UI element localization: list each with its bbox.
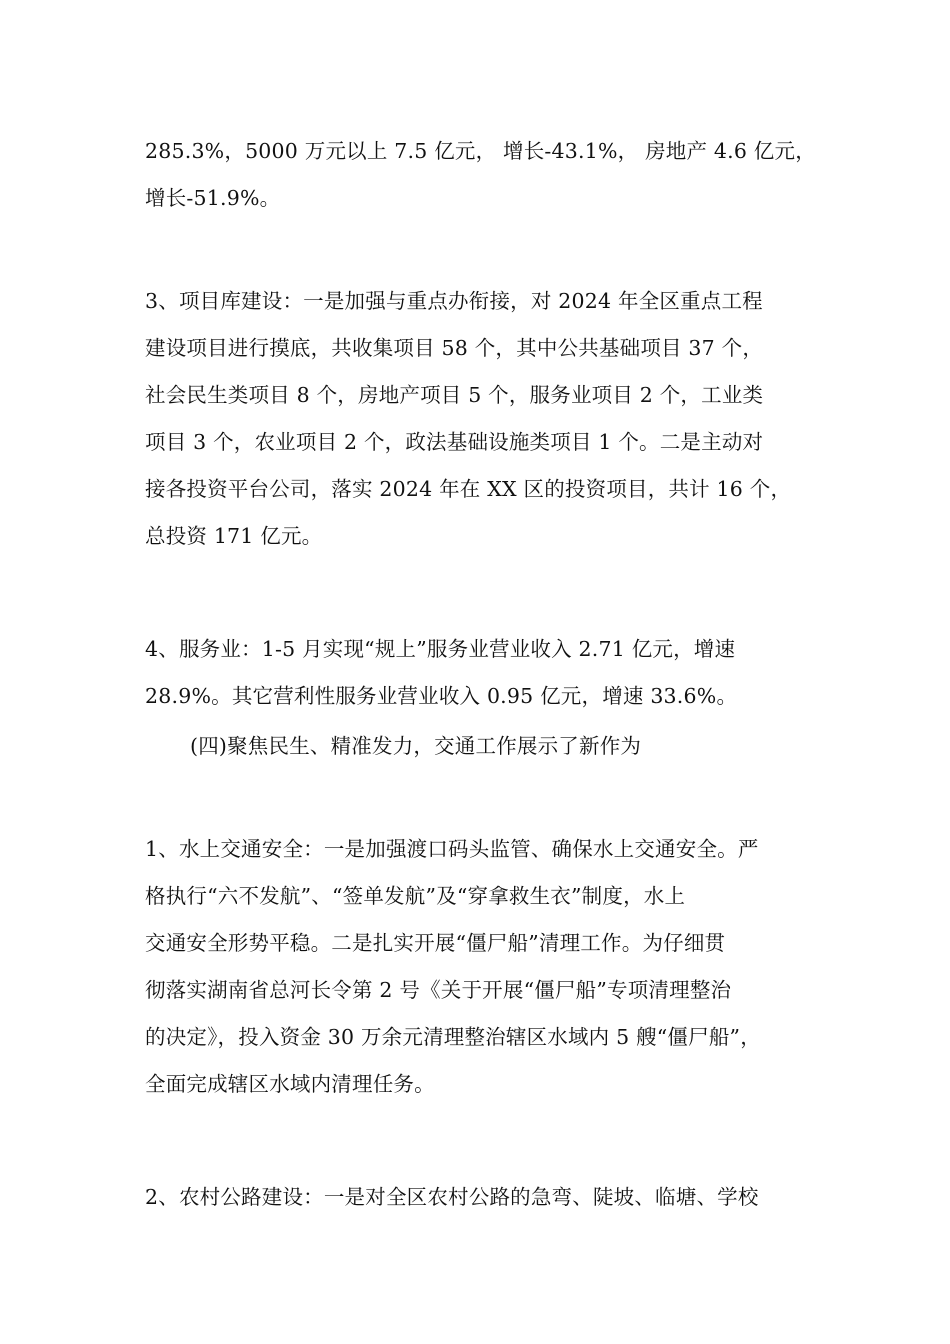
- paragraph-line: 3、项目库建设：一是加强与重点办衔接，对 2024 年全区重点工程: [145, 289, 763, 313]
- paragraph-line: 285.3%，5000 万元以上 7.5 亿元， 增长-43.1%， 房地产 4.6 亿元，: [145, 139, 816, 163]
- paragraph-line: 1、水上交通安全：一是加强渡口码头监管、确保水上交通安全。严: [145, 837, 759, 861]
- paragraph-line: 28.9%。其它营利性服务业营业收入 0.95 亿元，增速 33.6%。: [145, 684, 738, 708]
- section-heading: (四)聚焦民生、精准发力，交通工作展示了新作为: [190, 734, 642, 758]
- paragraph-line: 格执行“六不发航”、“签单发航”及“穿拿救生衣”制度，水上: [145, 884, 686, 908]
- paragraph-line: 2、农村公路建设：一是对全区农村公路的急弯、陡坡、临塘、学校: [145, 1185, 759, 1209]
- paragraph-line: 的决定》，投入资金 30 万余元清理整治辖区水域内 5 艘“僵尸船”，: [145, 1025, 761, 1049]
- paragraph-line: 社会民生类项目 8 个，房地产项目 5 个，服务业项目 2 个，工业类: [145, 383, 764, 407]
- paragraph-line: 总投资 171 亿元。: [145, 524, 323, 548]
- paragraph-line: 建设项目进行摸底，共收集项目 58 个，其中公共基础项目 37 个，: [145, 336, 764, 360]
- paragraph-line: 增长-51.9%。: [145, 186, 281, 210]
- paragraph-line: 交通安全形势平稳。二是扎实开展“僵尸船”清理工作。为仔细贯: [145, 931, 726, 955]
- paragraph-line: 彻落实湖南省总河长令第 2 号《关于开展“僵尸船”专项清理整治: [145, 978, 732, 1002]
- paragraph-line: 4、服务业：1-5 月实现“规上”服务业营业收入 2.71 亿元，增速: [145, 637, 736, 661]
- paragraph-line: 接各投资平台公司，落实 2024 年在 XX 区的投资项目，共计 16 个，: [145, 477, 792, 501]
- paragraph-line: 项目 3 个，农业项目 2 个，政法基础设施类项目 1 个。二是主动对: [145, 430, 764, 454]
- paragraph-line: 全面完成辖区水域内清理任务。: [145, 1072, 435, 1096]
